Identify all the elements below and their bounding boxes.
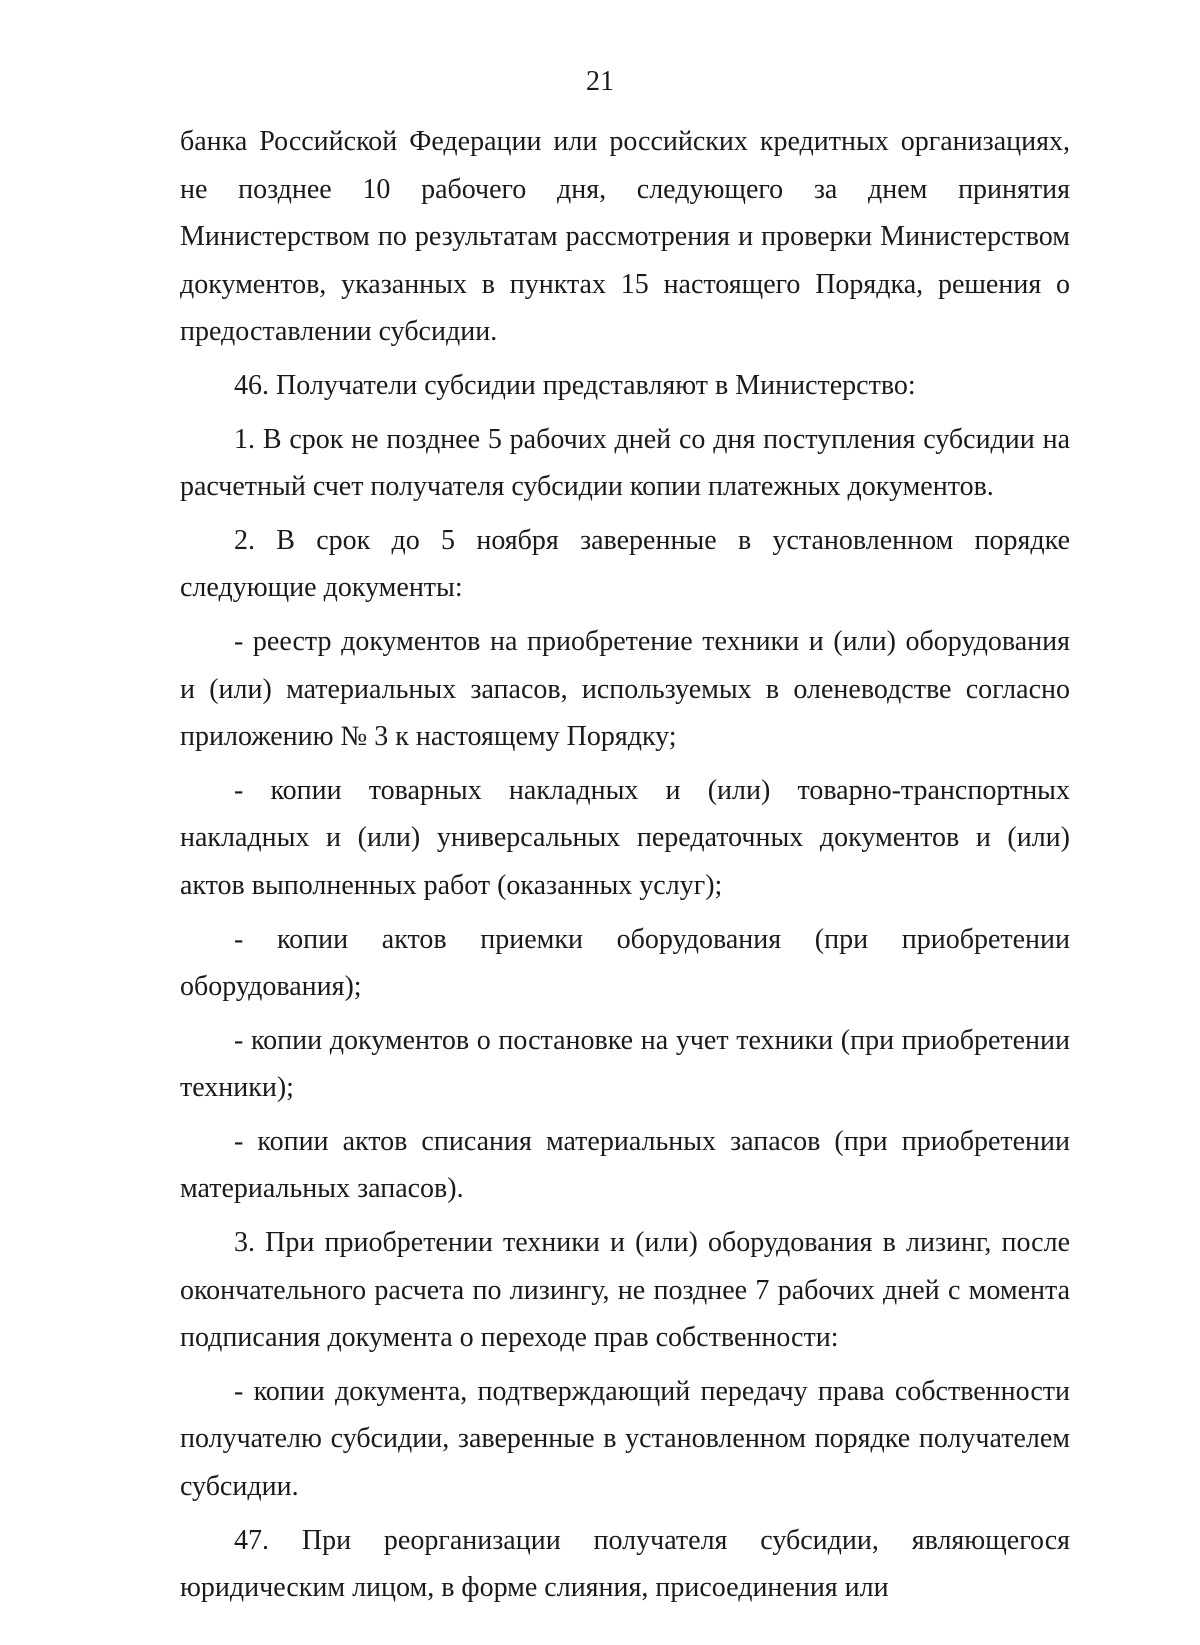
paragraph: - реестр документов на приобретение техники и (или) оборудования и (или) материальных запасов, используемых в оленеводстве согласно приложению № 3 к настоящему Порядку;: [180, 625, 1070, 753]
page-number: 21: [586, 66, 614, 97]
paragraph: - копии документов о постановке на учет техники (при приобретении техники);: [180, 1024, 1070, 1104]
document-body: [180, 118, 1070, 1618]
paragraph: - копии товарных накладных и (или) товарно-транспортных накладных и (или) универсальных передаточных документов и (или) актов выполненных работ (оказанных услуг);: [180, 774, 1070, 901]
paragraph: - копии актов списания материальных запасов (при приобретении материальных запасов).: [180, 1125, 1070, 1205]
paragraph: 46. Получатели субсидии представляют в Министерство:: [234, 369, 916, 401]
paragraph: банка Российской Федерации или российских кредитных организациях, не позднее 10 рабочего дня, следующего за днем принятия Министерством по результатам рассмотрения и проверки Министерством документов, указанных в пунктах 15 настоящего Порядка, решения о предоставлении субсидии.: [180, 126, 1070, 348]
paragraph: 3. При приобретении техники и (или) оборудования в лизинг, после окончательного расчета по лизингу, не позднее 7 рабочих дней с момента подписания документа о переходе прав собственности:: [180, 1227, 1070, 1354]
paragraph: 47. При реорганизации получателя субсидии, являющегося юридическим лицом, в форме слияния, присоединения или: [180, 1524, 1070, 1604]
paragraph: 1. В срок не позднее 5 рабочих дней со дня поступления субсидии на расчетный счет получателя субсидии копии платежных документов.: [180, 423, 1070, 503]
paragraph: - копии документа, подтверждающий передачу права собственности получателю субсидии, заверенные в установленном порядке получателем субсидии.: [180, 1375, 1070, 1503]
paragraph: - копии актов приемки оборудования (при приобретении оборудования);: [180, 923, 1070, 1003]
paragraph: 2. В срок до 5 ноября заверенные в установленном порядке следующие документы:: [180, 524, 1070, 604]
